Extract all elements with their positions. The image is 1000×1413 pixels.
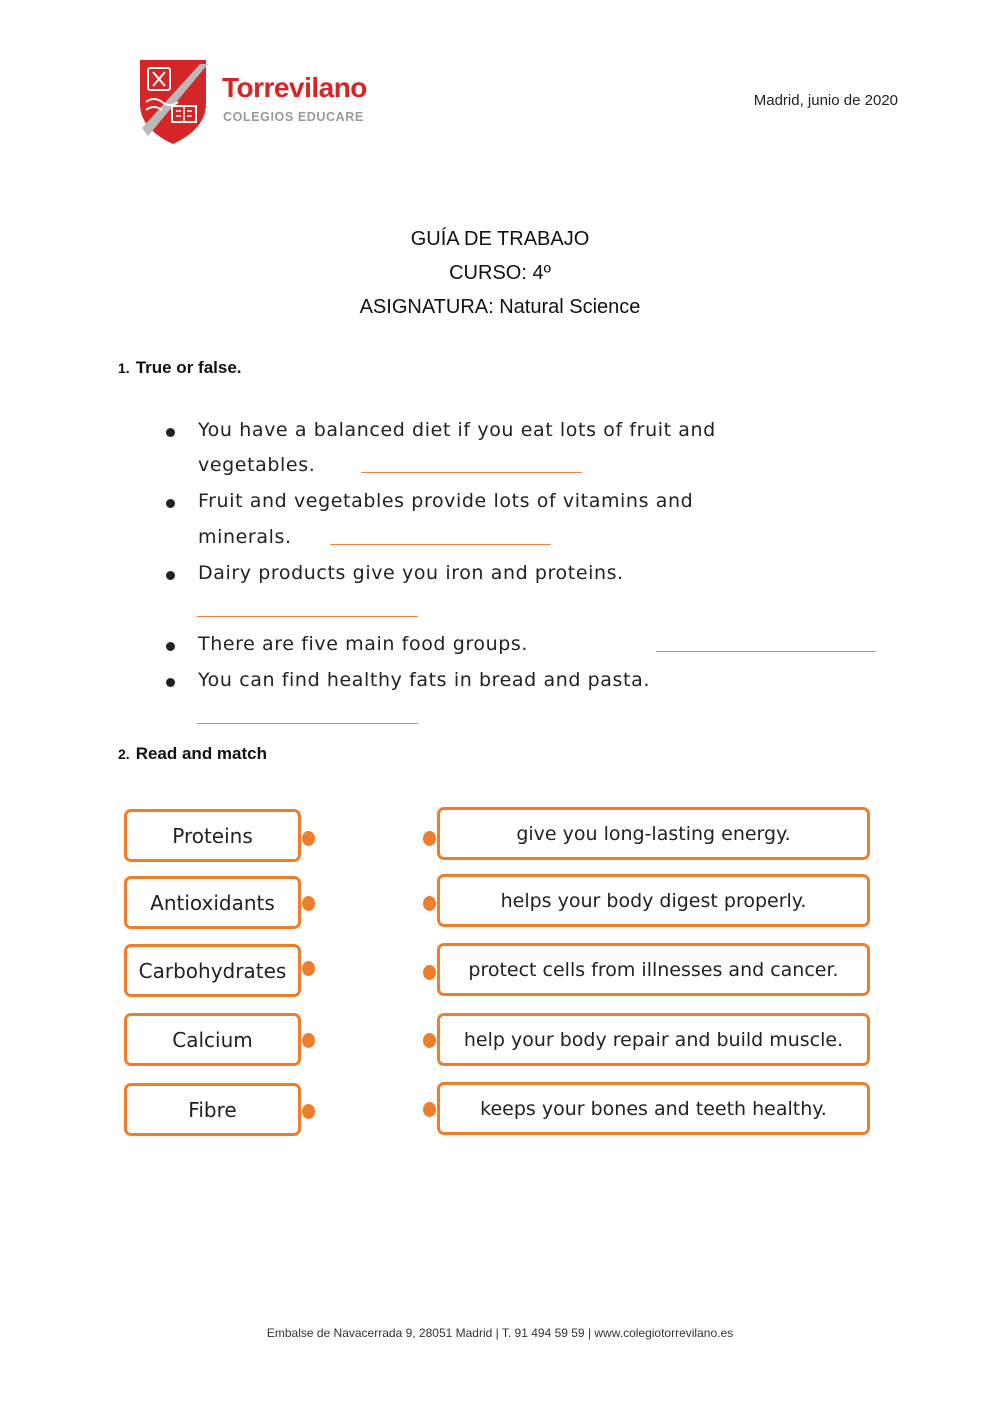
match-definition-box[interactable] (437, 807, 870, 860)
match-term-box[interactable] (124, 876, 301, 929)
match-definition: give you long-lasting energy. (516, 822, 791, 845)
page-footer: Embalse de Navacerrada 9, 28051 Madrid | T. 91 494 59 59 | www.colegiotorrevilano.es (266, 1326, 734, 1340)
match-term-box[interactable] (124, 1083, 301, 1136)
section-number: 2. (118, 746, 130, 762)
match-term: Calcium (172, 1027, 253, 1052)
bullet-icon (166, 571, 175, 580)
match-definition-box[interactable] (437, 1013, 870, 1066)
statement-text: Dairy products give you iron and proteins. (198, 562, 624, 584)
statement-text: You can find healthy fats in bread and pasta. (198, 669, 650, 691)
bullet-icon (166, 642, 175, 651)
answer-blank[interactable] (361, 472, 582, 473)
section-title: True or false. (135, 358, 242, 377)
match-connector-dot[interactable] (423, 896, 436, 911)
match-term: Carbohydrates (138, 958, 287, 983)
match-connector-dot[interactable] (302, 896, 315, 911)
statement-text: There are five main food groups. (198, 633, 529, 655)
match-connector-dot[interactable] (302, 961, 315, 976)
match-connector-dot[interactable] (423, 1033, 436, 1048)
match-connector-dot[interactable] (423, 1102, 436, 1117)
document-date: Madrid, junio de 2020 (753, 92, 898, 109)
shield-icon (138, 58, 218, 146)
answer-blank[interactable] (330, 544, 551, 545)
match-connector-dot[interactable] (302, 831, 315, 846)
match-definition: protect cells from illnesses and cancer. (468, 958, 839, 981)
bullet-icon (166, 678, 175, 687)
match-term-box[interactable] (124, 809, 301, 862)
document-title: GUÍA DE TRABAJO (410, 228, 590, 250)
section-number: 1. (118, 360, 130, 376)
statement-text: You have a balanced diet if you eat lots of fruit and (198, 419, 716, 441)
school-logo (138, 58, 370, 146)
section-2-heading (118, 744, 267, 764)
match-connector-dot[interactable] (302, 1033, 315, 1048)
match-definition-box[interactable] (437, 874, 870, 927)
section-title: Read and match (135, 744, 267, 763)
bullet-icon (166, 499, 175, 508)
match-connector-dot[interactable] (423, 965, 436, 980)
match-definition-box[interactable] (437, 1082, 870, 1135)
match-term-box[interactable] (124, 1013, 301, 1066)
match-definition: help your body repair and build muscle. (463, 1028, 844, 1051)
subject-line: ASIGNATURA: Natural Science (359, 296, 641, 318)
match-term: Antioxidants (150, 890, 275, 915)
statement-text: Fruit and vegetables provide lots of vitamins and (198, 490, 694, 512)
statement-text: vegetables. (198, 454, 316, 476)
match-connector-dot[interactable] (302, 1104, 315, 1119)
course-line: CURSO: 4º (449, 262, 551, 284)
match-definition: helps your body digest properly. (500, 889, 807, 912)
answer-blank[interactable] (197, 616, 418, 617)
match-term: Fibre (188, 1097, 237, 1122)
bullet-icon (166, 428, 175, 437)
brand-subtitle: COLEGIOS EDUCARE (223, 110, 364, 124)
statement-text: minerals. (198, 526, 292, 548)
match-definition: keeps your bones and teeth healthy. (480, 1097, 827, 1120)
match-connector-dot[interactable] (423, 831, 436, 846)
match-term-box[interactable] (124, 944, 301, 997)
match-term: Proteins (172, 823, 253, 848)
brand-name: Torrevilano (222, 72, 367, 103)
section-1-heading (118, 358, 242, 378)
answer-blank[interactable] (197, 723, 418, 724)
match-definition-box[interactable] (437, 943, 870, 996)
answer-blank[interactable] (656, 651, 876, 652)
